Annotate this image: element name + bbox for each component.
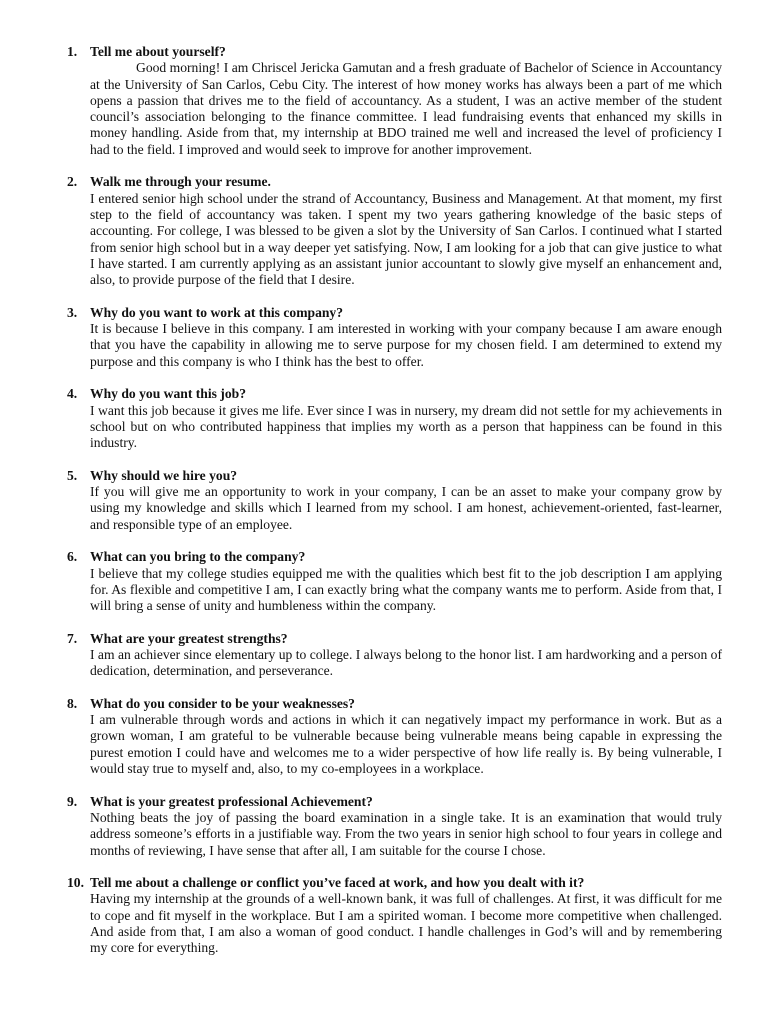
question-number: 4. — [67, 386, 78, 402]
question-number: 8. — [67, 695, 78, 711]
question-text: Tell me about a challenge or conflict you’ve faced at work, and how you dealt with it? — [90, 875, 585, 891]
qa-item-1 — [67, 44, 722, 158]
qa-item-7 — [67, 631, 722, 680]
qa-item-8 — [67, 696, 722, 777]
answer-text: I believe that my college studies equipped me with the qualities which best fit to the job description I am applying for. As flexible and competitive I am, I can exactly bring what the company wants me to perform. Aside from that, I will bring a sense of unity and humbleness within the company. — [90, 565, 722, 614]
question-text: What is your greatest professional Achievement? — [90, 793, 373, 809]
question-text: What are your greatest strengths? — [90, 630, 288, 646]
qa-item-10 — [67, 875, 722, 956]
question-number: 10. — [67, 875, 84, 891]
question-text: Why do you want this job? — [90, 386, 246, 402]
question-text: Walk me through your resume. — [90, 174, 271, 190]
question-number: 6. — [67, 549, 78, 565]
qa-item-3 — [67, 305, 722, 370]
question-text: Why do you want to work at this company? — [90, 304, 344, 320]
qa-item-5 — [67, 468, 722, 533]
question-text: Tell me about yourself? — [90, 44, 226, 59]
question-text: What do you consider to be your weaknesses? — [90, 695, 355, 711]
question-number: 2. — [67, 174, 78, 190]
answer-text: I want this job because it gives me life. Ever since I was in nursery, my dream did not settle for my achievements in school but on who contributed happiness that implies my worth as a person that happiness can be found in this industry. — [90, 402, 722, 451]
question-text: Why should we hire you? — [90, 467, 238, 483]
answer-text: Nothing beats the joy of passing the board examination in a single take. It is an examination that would truly address someone’s efforts in a justifiable way. From the two years in senior high school to four years in college and months of reviewing, I have sense that after all, I am suitable for the course I chose. — [90, 809, 722, 858]
question-number: 1. — [67, 44, 78, 59]
question-number: 3. — [67, 304, 78, 320]
qa-item-6 — [67, 549, 722, 614]
answer-text: I am vulnerable through words and actions in which it can negatively impact my performance in work. But as a grown woman, I am grateful to be vulnerable because being vulnerable means being capable in expressing the purest emotion I could have and welcomes me to a wider perspective of how life really is. By being vulnerable, I would stay true to myself and, also, to my co-employees in a workplace. — [90, 712, 722, 777]
qa-item-9 — [67, 794, 722, 859]
answer-text: I am an achiever since elementary up to college. I always belong to the honor list. I am hardworking and a person of dedication, determination, and perseverance. — [90, 646, 722, 679]
question-text: What can you bring to the company? — [90, 549, 306, 565]
answer-text: I entered senior high school under the strand of Accountancy, Business and Management. At that moment, my first step to the field of accountancy was taken. I spent my two years gathering knowledge of the basic steps of accounting. For college, I was blessed to be given a slot by the University of San Carlos. I continued what I started from senior high school but in a way deeper yet satisfying. Now, I am looking for a job that can give justice to what I have started. I am currently applying as an assistant junior accountant to slowly give myself an enhancement and, also, to provide purpose of the field that I desire. — [90, 190, 722, 288]
question-number: 5. — [67, 467, 78, 483]
answer-text: It is because I believe in this company. I am interested in working with your company because I am aware enough that you have the capability in allowing me to serve purpose for my chosen field. I am determined to extend my purpose and this company is who I think has the best to offer. — [90, 321, 722, 369]
question-number: 9. — [67, 793, 78, 809]
qa-item-4 — [67, 386, 722, 451]
question-number: 7. — [67, 630, 78, 646]
qa-item-2 — [67, 174, 722, 288]
answer-text: Good morning! I am Chriscel Jericka Gamutan and a fresh graduate of Bachelor of Science in Accountancy at the University of San Carlos, Cebu City. The interest of how money works has always been a part of me which opens a passion that drives me to the field of accountancy. As a student, I was an active member of the student council’s association belonging to the finance committee. I lead fundraising events that enhanced my skills in money handling. Aside from that, my internship at BDO trained me well and increased the level of proficiency I had to the field. I improved and would seek to improve for another improvement. — [90, 60, 722, 157]
answer-text: If you will give me an opportunity to work in your company, I can be an asset to make your company grow by using my knowledge and skills which I learned from my school. I am honest, achievement-oriented, fast-learner, and responsible type of an employee. — [90, 484, 722, 532]
answer-text: Having my internship at the grounds of a well-known bank, it was full of challenges. At first, it was difficult for me to cope and fit myself in the workplace. But I am a spirited woman. I become more competitive when challenged. And aside from that, I am also a woman of good conduct. I handle challenges in God’s will and by remembering my core for everything. — [90, 891, 722, 956]
